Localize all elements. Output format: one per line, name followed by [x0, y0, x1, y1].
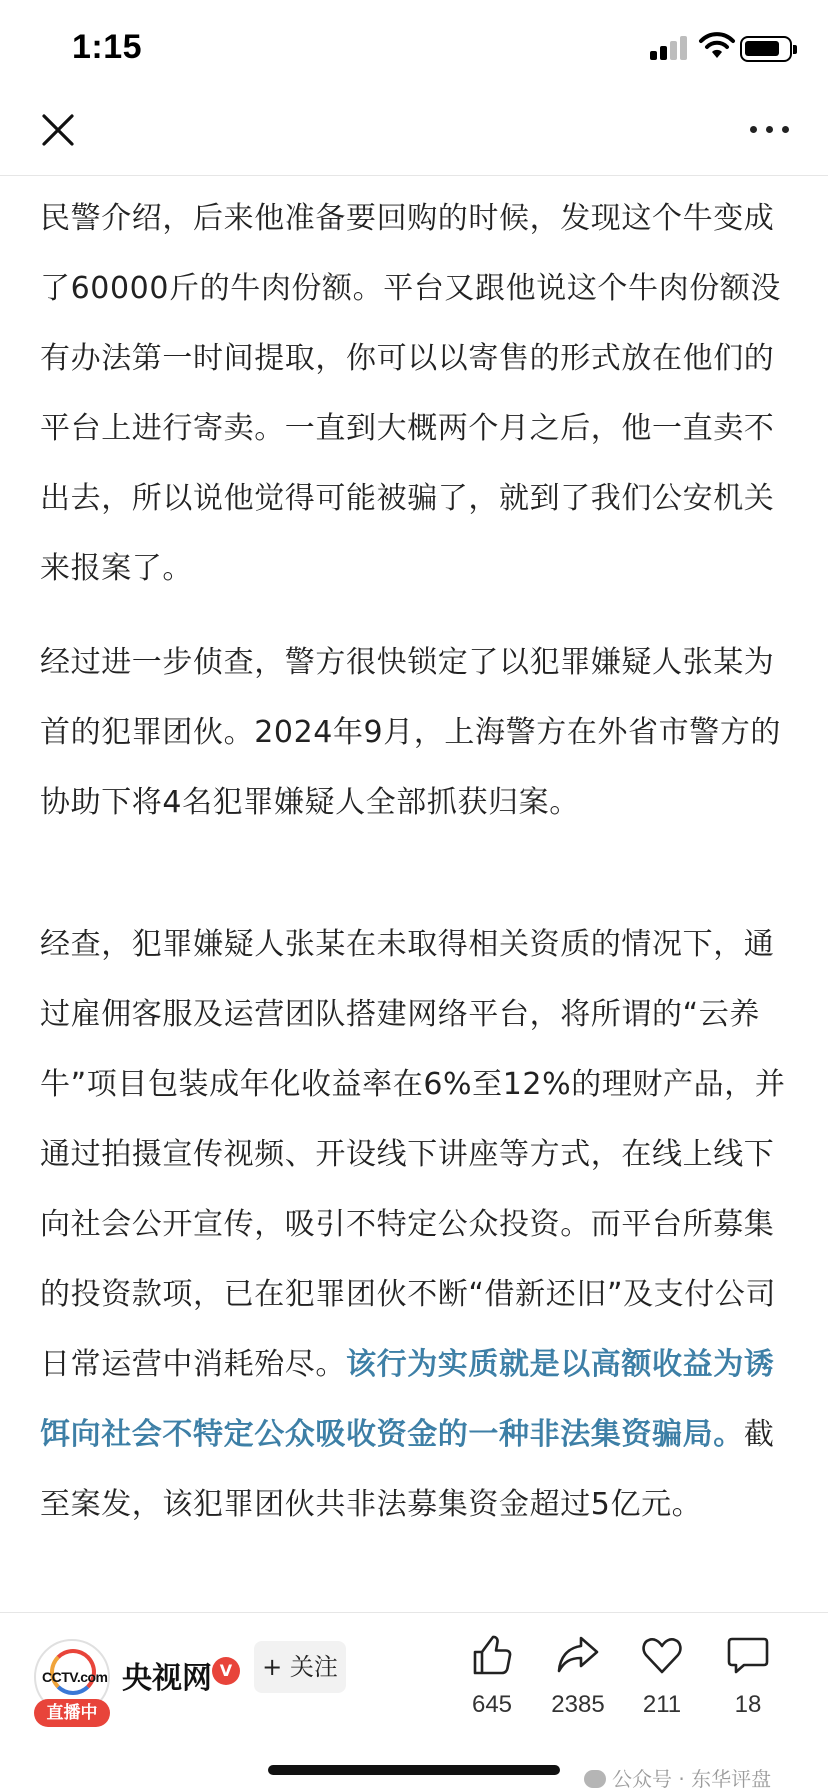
like-icon [470, 1633, 514, 1677]
highlighted-text: 该行为实质就是以高额收益为诱饵向社会不特定公众吸收资金的一种非法集资骗局。 [40, 1347, 775, 1452]
wifi-icon [698, 32, 736, 60]
verified-icon: V [212, 1657, 240, 1685]
article-body [40, 184, 790, 1540]
favorite-count: 211 [642, 1691, 682, 1718]
article-paragraph [40, 910, 790, 1540]
live-badge: 直播中 [34, 1699, 110, 1727]
author-name[interactable]: 央视网 [122, 1661, 212, 1696]
status-time: 1:15 [72, 28, 143, 66]
status-bar [0, 0, 828, 100]
comment-icon [726, 1633, 770, 1677]
watermark-text: 公众号 · 东华评盘 [612, 1767, 772, 1791]
article-paragraph: 经过进一步侦查，警方很快锁定了以犯罪嫌疑人张某为首的犯罪团伙。2024年9月，上海警方在外省市警方的协助下将4名犯罪嫌疑人全部抓获归案。 [40, 645, 782, 820]
battery-icon [740, 36, 792, 62]
like-button[interactable] [452, 1633, 532, 1719]
watermark [584, 1763, 771, 1792]
bottom-bar [0, 1612, 828, 1792]
comment-count: 18 [734, 1691, 762, 1718]
close-icon[interactable] [40, 112, 76, 148]
share-count: 2385 [551, 1691, 605, 1718]
like-count: 645 [471, 1691, 513, 1718]
wechat-icon [584, 1770, 606, 1788]
article-paragraph: 民警介绍，后来他准备要回购的时候，发现这个牛变成了60000斤的牛肉份额。平台又跟他说这个牛肉份额没有办法第一时间提取，你可以以寄售的形式放在他们的平台上进行寄卖。一直到大概两个月之后，他一直卖不出去，所以说他觉得可能被骗了，就到了我们公安机关来报案了。 [40, 201, 782, 586]
cctv-logo-text: CCTV.com [42, 1669, 108, 1685]
more-icon[interactable] [750, 122, 790, 138]
share-icon [556, 1633, 600, 1677]
follow-button[interactable]: + 关注 [254, 1641, 346, 1693]
cellular-signal-icon [650, 36, 690, 60]
favorite-icon [640, 1633, 684, 1677]
nav-bar [0, 100, 828, 176]
share-button[interactable] [538, 1633, 618, 1719]
paragraph-text: 截至案发，该犯罪团伙共非法募集资金超过5亿元。 [40, 1417, 775, 1522]
comment-button[interactable] [708, 1633, 788, 1719]
favorite-button[interactable] [622, 1633, 702, 1719]
home-indicator[interactable] [268, 1765, 560, 1775]
paragraph-text: 经查，犯罪嫌疑人张某在未取得相关资质的情况下，通过雇佣客服及运营团队搭建网络平台，将所谓的“云养牛”项目包装成年化收益率在6%至12%的理财产品，并通过拍摄宣传视频、开设线下讲座等方式，在线上线下向社会公开宣传，吸引不特定公众投资。而平台所募集的投资款项，已在犯罪团伙不断“借新还旧”及支付公司日常运营中消耗殆尽。 [40, 927, 786, 1382]
